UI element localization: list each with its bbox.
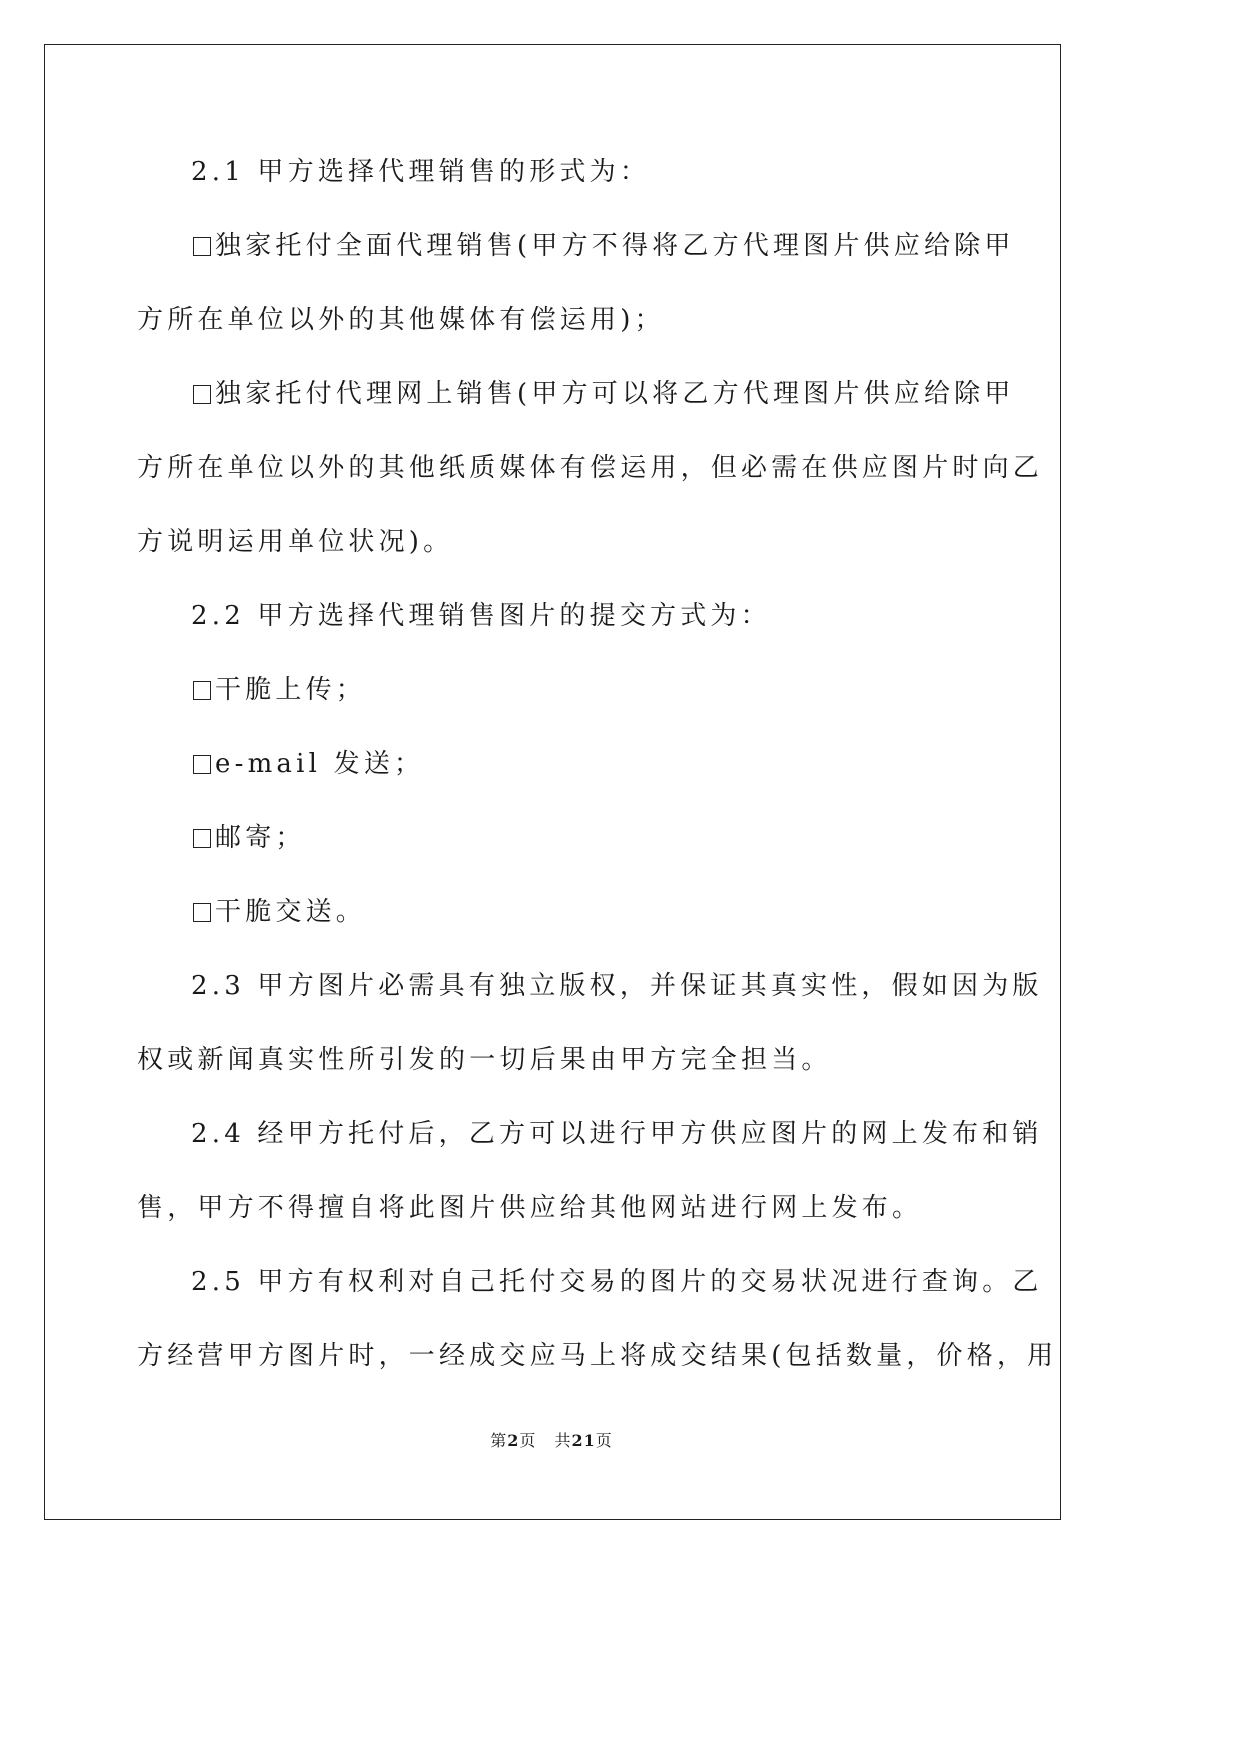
- checkbox-icon[interactable]: [193, 829, 211, 848]
- paragraph-line: 售，甲方不得擅自将此图片供应给其他网站进行网上发布。: [137, 1193, 923, 1223]
- checkbox-icon[interactable]: [193, 385, 211, 404]
- section-2-2-heading: 2.2 甲方选择代理销售图片的提交方式为：: [191, 601, 771, 631]
- page-number: 2: [507, 1431, 520, 1450]
- section-2-5-paragraph: 2.5 甲方有权利对自己托付交易的图片的交易状况进行查询。乙: [191, 1267, 1043, 1297]
- checkbox-icon[interactable]: [193, 681, 211, 700]
- page-prefix: 第: [490, 1431, 508, 1450]
- option-mail[interactable]: [193, 823, 306, 853]
- option-email[interactable]: [193, 749, 424, 779]
- paragraph-line: 方所在单位以外的其他纸质媒体有偿运用，但必需在供应图片时向乙: [137, 453, 1044, 483]
- option-label: 干脆交送。: [215, 897, 367, 927]
- checkbox-icon[interactable]: [193, 755, 211, 774]
- section-2-3-paragraph: 2.3 甲方图片必需具有独立版权，并保证其真实性，假如因为版: [191, 971, 1043, 1001]
- page-total: 21: [571, 1431, 596, 1450]
- page-footer: [0, 1428, 1103, 1451]
- paragraph-line: 方经营甲方图片时，一经成交应马上将成交结果(包括数量，价格，用: [137, 1341, 1058, 1371]
- checkbox-icon[interactable]: [193, 237, 211, 256]
- option-exclusive-online[interactable]: [193, 379, 1015, 409]
- paragraph-line: 方所在单位以外的其他媒体有偿运用)；: [137, 305, 665, 335]
- option-exclusive-full[interactable]: [193, 231, 1015, 261]
- option-direct-delivery[interactable]: [193, 897, 366, 927]
- option-direct-upload[interactable]: [193, 675, 366, 705]
- section-2-1-heading: 2.1 甲方选择代理销售的形式为：: [191, 157, 651, 187]
- section-2-4-paragraph: 2.4 经甲方托付后，乙方可以进行甲方供应图片的网上发布和销: [191, 1119, 1043, 1149]
- page-border: [44, 44, 1061, 1520]
- paragraph-line: 权或新闻真实性所引发的一切后果由甲方完全担当。: [137, 1045, 832, 1075]
- option-label: e-mail 发送；: [215, 749, 425, 779]
- checkbox-icon[interactable]: [193, 903, 211, 922]
- paragraph-line: 方说明运用单位状况)。: [137, 527, 454, 557]
- option-label: 干脆上传；: [215, 675, 367, 705]
- option-label: 独家托付全面代理销售(甲方不得将乙方代理图片供应给除甲: [215, 231, 1015, 261]
- option-label: 独家托付代理网上销售(甲方可以将乙方代理图片供应给除甲: [215, 379, 1015, 409]
- option-label: 邮寄；: [215, 823, 306, 853]
- page-unit: 页: [519, 1431, 537, 1450]
- total-unit: 页: [595, 1431, 613, 1450]
- total-prefix: 共: [554, 1431, 572, 1450]
